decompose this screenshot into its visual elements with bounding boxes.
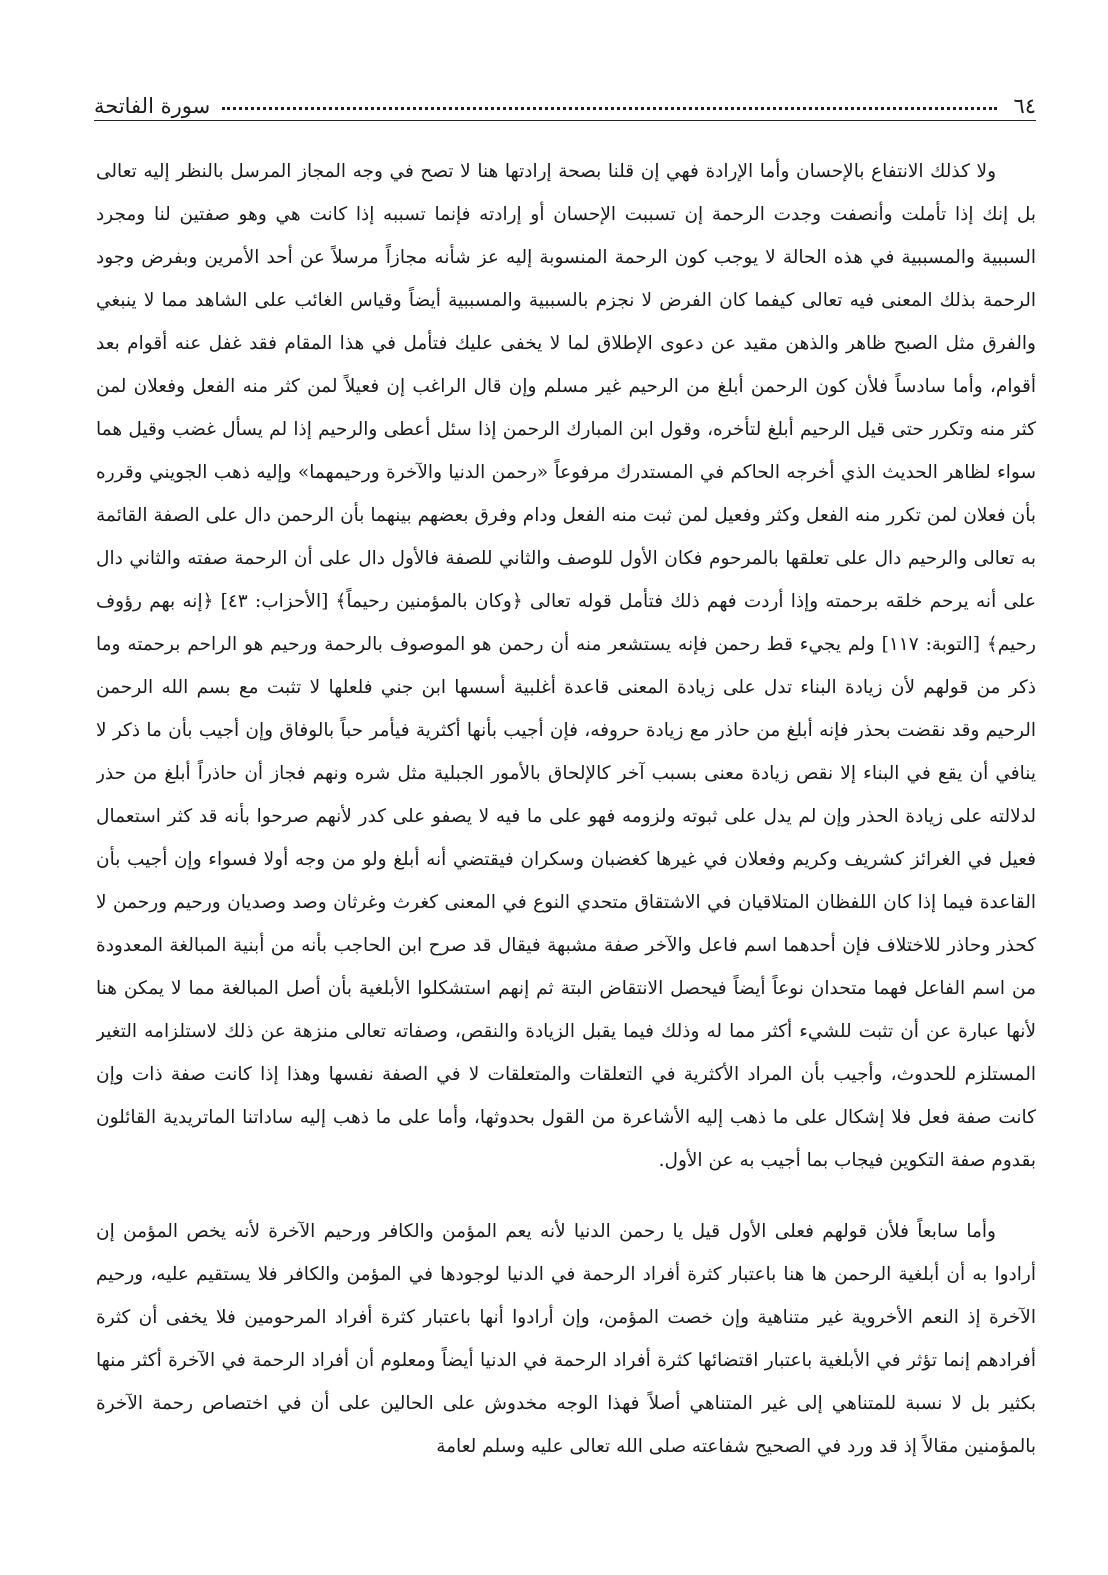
body-text [96, 150, 1036, 1468]
running-header [94, 82, 1036, 118]
header-rule [94, 120, 1036, 121]
leader-dots [222, 107, 997, 110]
page-number: ٦٤ [1013, 94, 1036, 118]
paragraph: وأما سابعاً فلأن قولهم فعلى الأول قيل يا رحمن الدنيا لأنه يعم المؤمن والكافر ورحيم الآخرة لأنه يخص المؤمن إن أرادوا به أن أبلغية الرحمن ها هنا باعتبار كثرة أفراد الرحمة في الدنيا لوجودها في المؤمن والكافر فلا يستقيم عليه، ورحيم الآخرة إذ النعم الأخروية غير متناهية وإن خصت المؤمن، وإن أرادوا أنها باعتبار كثرة أفراد المرحومين فلا يخفى أن كثرة أفرادهم إنما تؤثر في الأبلغية باعتبار اقتضائها كثرة أفراد الرحمة في الدنيا أيضاً ومعلوم أن أفراد الرحمة في الآخرة أكثر منها بكثير بل لا نسبة للمتناهي إلى غير المتناهي أصلاً فهذا الوجه مخدوش على الحالين على أن في اختصاص رحمة الآخرة بالمؤمنين مقالاً إذ قد ورد في الصحيح شفاعته صلى الله تعالى عليه وسلم لعامة [96, 1221, 1036, 1457]
paragraph: ولا كذلك الانتفاع بالإحسان وأما الإرادة فهي إن قلنا بصحة إرادتها هنا لا تصح في وجه المجاز المرسل بالنظر إليه تعالى بل إنك إذا تأملت وأنصفت وجدت الرحمة إن تسببت الإحسان أو إرادته فإنما تسببه إذا كانت هي وهو صفتين لنا ومجرد السببية والمسببية في هذه الحالة لا يوجب كون الرحمة المنسوبة إليه عز شأنه مجازاً مرسلاً عن أحد الأمرين وبفرض وجود الرحمة بذلك المعنى فيه تعالى كيفما كان الفرض لا نجزم بالسببية والمسببية أيضاً وقياس الغائب على الشاهد مما لا ينبغي والفرق مثل الصبح ظاهر والذهن مقيد عن دعوى الإطلاق لما لا يخفى عليك فتأمل في هذا المقام فقد غفل عنه أقوام بعد أقوام، وأما سادساً فلأن كون الرحمن أبلغ من الرحيم غير مسلم وإن قال الراغب إن فعيلاً لمن كثر منه الفعل وفعلان لمن كثر منه وتكرر حتى قيل الرحيم أبلغ لتأخره، وقول ابن المبارك الرحمن إذا سئل أعطى والرحيم إذا لم يسأل غضب وقيل هما سواء لظاهر الحديث الذي أخرجه الحاكم في المستدرك مرفوعاً «رحمن الدنيا والآخرة ورحيمهما» وإليه ذهب الجويني وقرره بأن فعلان لمن تكرر منه الفعل وكثر وفعيل لمن ثبت منه الفعل ودام وفرق بعضهم بينهما بأن الرحمن دال على الصفة القائمة به تعالى والرحيم دال على تعلقها بالمرحوم فكان الأول للوصف والثاني للصفة فالأول دال على أن الرحمة صفته والثاني دال على أنه يرحم خلقه برحمته وإذا أردت فهم ذلك فتأمل قوله تعالى ﴿وكان بالمؤمنين رحيماً﴾ [الأحزاب: ٤٣] ﴿إنه بهم رؤوف رحيم﴾ [التوبة: ١١٧] ولم يجيء قط رحمن فإنه يستشعر منه أن رحمن هو الموصوف بالرحمة ورحيم هو الراحم برحمته وما ذكر من قولهم لأن زيادة البناء تدل على زيادة المعنى قاعدة أغلبية أسسها ابن جني فلعلها لا تثبت مع بسم الله الرحمن الرحيم وقد نقضت بحذر فإنه أبلغ من حاذر مع زيادة حروفه، فإن أجيب بأنها أكثرية فيأمر حباً بالوفاق وإن أجيب بأن ما ذكر لا ينافي أن يقع في البناء إلا نقص زيادة معنى بسبب آخر كالإلحاق بالأمور الجبلية مثل شره ونهم فجاز أن حاذراً أبلغ من حذر لدلالته على زيادة الحذر وإن لم يدل على ثبوته ولزومه فهو على ما فيه لا يصفو على كدر لأنهم صرحوا بأنه قد كثر استعمال فعيل في الغرائز كشريف وكريم وفعلان في غيرها كغضبان وسكران فيقتضي أنه أبلغ ولو من وجه أولا فسواء وإن أجيب بأن القاعدة فيما إذا كان اللفظان المتلاقيان في الاشتقاق متحدي النوع في المعنى كغرث وغرثان وصد وصديان ورحيم ورحمن لا كحذر وحاذر للاختلاف فإن أحدهما اسم فاعل والآخر صفة مشبهة فيقال قد صرح ابن الحاجب بأنه من أبنية المبالغة المعدودة من اسم الفاعل فهما متحدان نوعاً أيضاً فيحصل الانتقاض البتة ثم إنهم استشكلوا الأبلغية بأن أصل المبالغة مما لا يمكن هنا لأنها عبارة عن أن تثبت للشيء أكثر مما له وذلك فيما يقبل الزيادة والنقص، وصفاته تعالى منزهة عن ذلك لاستلزامه التغير المستلزم للحدوث، وأجيب بأن المراد الأكثرية في التعلقات والمتعلقات لا في الصفة نفسها وهذا إذا كانت صفة ذات وإن كانت صفة فعل فلا إشكال على ما ذهب إليه الأشاعرة من القول بحدوثها، وأما على ما ذهب إليه ساداتنا الماتريدية القائلون بقدوم صفة التكوين فيجاب بما أجيب به عن الأول. [96, 161, 1036, 1171]
chapter-title: سورة الفاتحة [94, 94, 211, 118]
